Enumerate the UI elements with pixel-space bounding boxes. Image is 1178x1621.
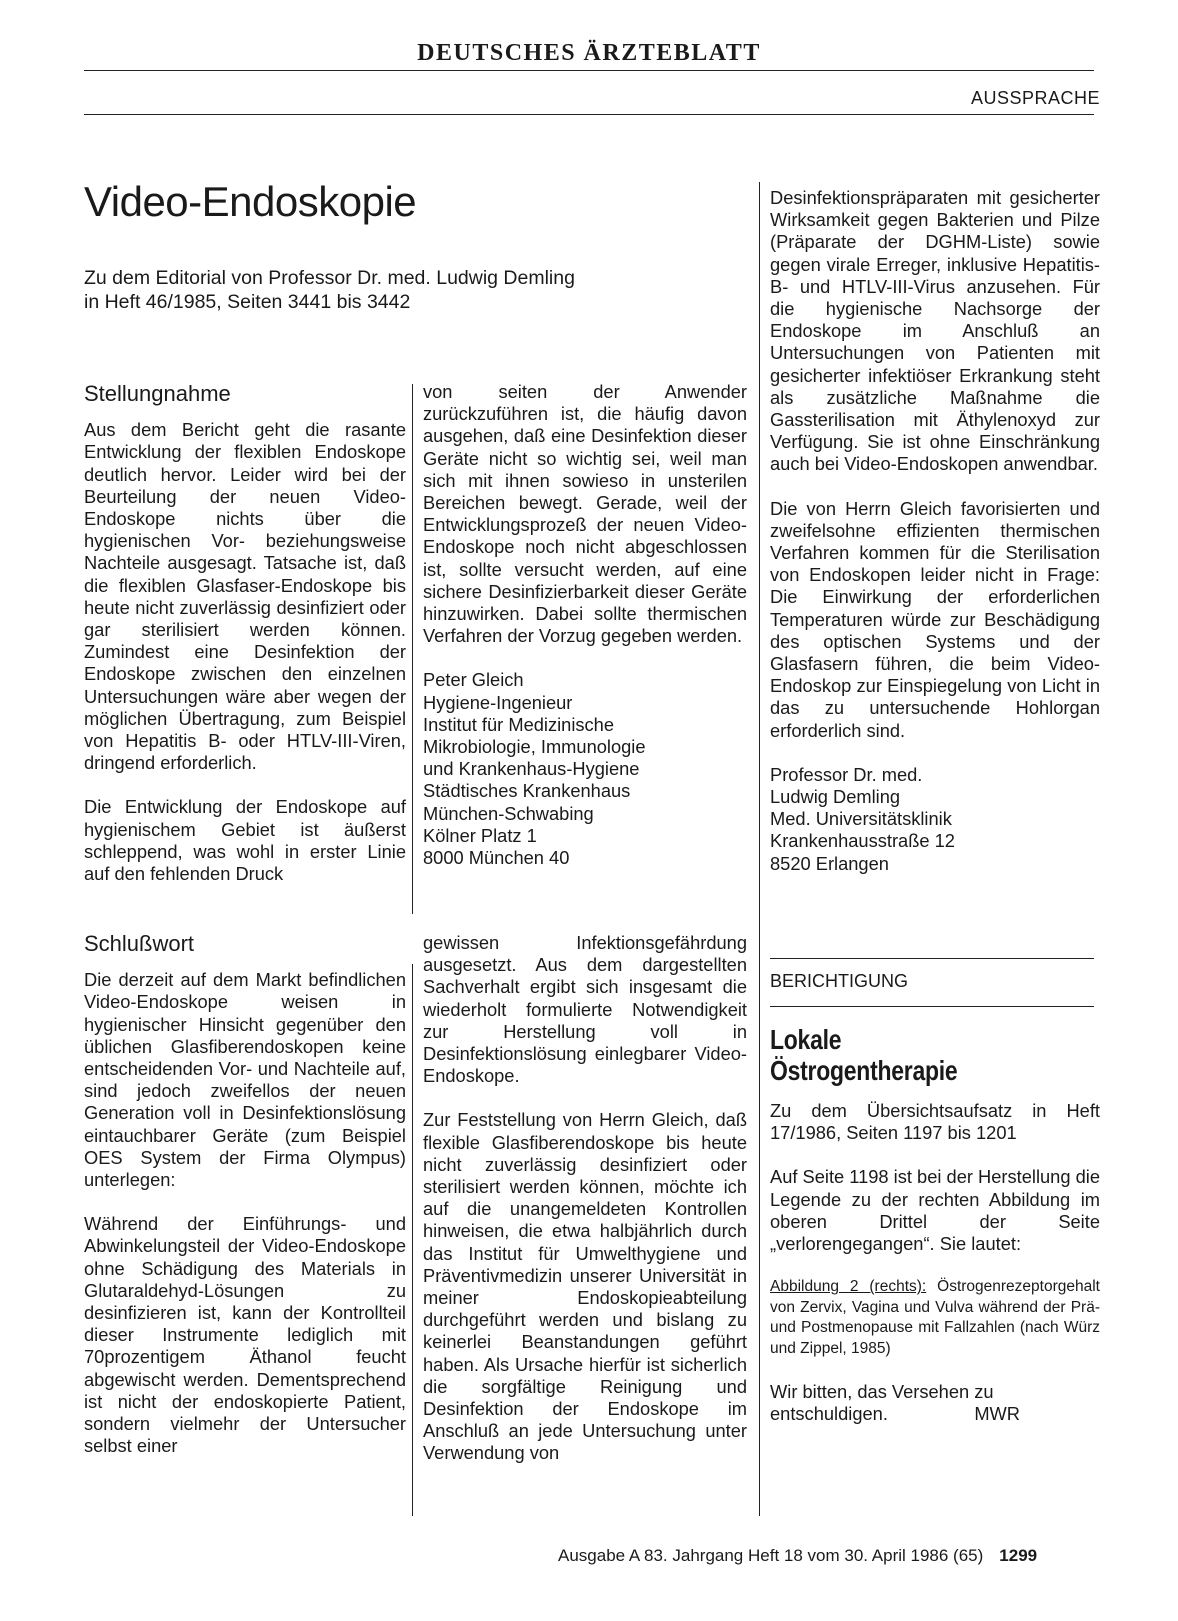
address-line: Ludwig Demling <box>770 786 901 808</box>
page-footer <box>558 1546 1037 1566</box>
address-line: Krankenhausstraße 12 <box>770 830 955 852</box>
paragraph: Auf Seite 1198 ist bei der Herstellung die Legende zu der rechten Abbildung im oberen Drittel der Seite „verlorengegangen“. Sie lautet: <box>770 1166 1100 1255</box>
closing-line: entschuldigen. <box>770 1403 888 1425</box>
address-line: Städtisches Krankenhaus <box>423 780 631 802</box>
schlusswort-heading: Schlußwort <box>84 931 195 956</box>
address-line: München-Schwabing <box>423 802 594 824</box>
paragraph: Zur Feststellung von Herrn Gleich, daß flexible Glasfiberendoskope bis heute nicht zuverlässig desinfiziert oder sterilisiert werden können, möchte ich auf die unangemeldeten Kontrollen hinweisen, die etwa halbjährlich durch das Institut für Umwelthygiene und Präventivmedizin unserer Universität in meiner Endoskopieabteilung durchgeführt werden und bislang zu keinerlei Beanstandungen geführt haben. Als Ursache hierfür ist sicherlich die sorgfältige Reinigung und Desinfektion der Endoskope im Anschluß an jede Untersuchung unter Verwendung von <box>423 1109 747 1464</box>
caption-text: Östrogenrezeptorgehalt von Zervix, Vagina und Vulva während der Prä- und Postmenopause mit Fallzahlen (nach Würz und Zippel, 1985) <box>770 1278 1100 1357</box>
address-line: Kölner Platz 1 <box>423 824 537 846</box>
address-line: Professor Dr. med. <box>770 763 923 785</box>
author-address-gleich <box>423 669 747 869</box>
address-line: und Krankenhaus-Hygiene <box>423 758 640 780</box>
berichtigung-title <box>770 1024 1041 1086</box>
paragraph: Die derzeit auf dem Markt befindlichen Video-Endoskope weisen in hygienischer Hinsicht gegenüber den üblichen Glasfiberendoskopen keine entscheidenden Vor- und Nachteile auf, sind jedoch zweifellos der neuen Generation voll in Desinfektionslösung eintauchbarer Geräte (zum Beispiel OES System der Firma Olympus) unterlegen: <box>84 969 406 1191</box>
section-label: AUSSPRACHE <box>970 88 1100 108</box>
subtitle-line: Zu dem Editorial von Professor Dr. med. Ludwig Demling <box>84 267 575 289</box>
issue-info: Ausgabe A 83. Jahrgang Heft 18 vom 30. April 1986 (65) <box>558 1546 984 1565</box>
berichtigung-label: BERICHTIGUNG <box>770 971 909 991</box>
author-address-demling <box>770 764 1100 875</box>
schlusswort-col2 <box>423 932 747 1465</box>
stellungnahme-col2 <box>423 381 747 869</box>
schlusswort-col1 <box>84 933 406 1457</box>
column-divider <box>412 384 413 914</box>
stellungnahme-col1 <box>84 383 406 885</box>
berichtigung-rule-top <box>770 958 1094 959</box>
closing-line: Wir bitten, das Versehen zu <box>770 1381 994 1403</box>
paragraph: Die von Herrn Gleich favorisierten und zweifelsohne effizienten thermischen Verfahren kommen für die Sterilisation von Endoskopen leider nicht in Frage: Die Einwirkung der erforderlichen Temperaturen würde zur Beschädigung des optischen Systems und der Glasfasern führen, die beim Video-Endoskop zur Einspiegelung von Licht in das zu untersuchende Hohlorgan erforderlich sind. <box>770 497 1100 741</box>
column-divider <box>412 964 413 1516</box>
berichtigung-subtitle: Zu dem Übersichtsaufsatz in Heft 17/1986, Seiten 1197 bis 1201 <box>770 1100 1100 1144</box>
signature: MWR <box>974 1403 1020 1425</box>
masthead-rule <box>84 70 1094 71</box>
paragraph: Die Entwicklung der Endoskope auf hygienischem Gebiet ist äußerst schleppend, was wohl in erster Linie auf den fehlenden Druck <box>84 796 406 885</box>
paragraph: Desinfektionspräparaten mit gesicherter Wirksamkeit gegen Bakterien und Pilze (Präparate der DGHM-Liste) sowie gegen virale Erreger, inklusive Hepatitis-B- und HTLV-III-Virus anzusehen. Für die hygienische Nachsorge der Endoskope im Anschluß an Untersuchungen von Patienten mit gesicherter infektiöser Erkrankung steht als zusätzliche Maßnahme die Gassterilisation mit Äthylenoxyd zur Verfügung. Sie ist ohne Einschränkung auch bei Video-Endoskopen anwendbar. <box>770 187 1100 475</box>
caption-label: Abbildung 2 (rechts): <box>770 1278 927 1296</box>
title-line: Lokale <box>770 1024 842 1055</box>
page-number: 1299 <box>999 1546 1038 1565</box>
paragraph: gewissen Infektionsgefährdung ausgesetzt. Aus dem dargestellten Sachverhalt ergibt sich insgesamt die wiederholt formulierte Notwendigkeit zur Herstellung voll in Desinfektionslösung einlegbarer Video-Endoskope. <box>423 932 747 1087</box>
address-line: 8520 Erlangen <box>770 852 889 874</box>
section-rule <box>84 114 1094 115</box>
address-line: Peter Gleich <box>423 669 524 691</box>
masthead: DEUTSCHES ÄRZTEBLATT <box>417 40 761 66</box>
address-line: Hygiene-Ingenieur <box>423 691 573 713</box>
stellungnahme-heading: Stellungnahme <box>84 381 231 406</box>
address-line: Institut für Medizinische <box>423 713 615 735</box>
address-line: Mikrobiologie, Immunologie <box>423 736 646 758</box>
address-line: Med. Universitätsklinik <box>770 808 952 830</box>
figure-caption <box>770 1277 1100 1359</box>
article-title: Video-Endoskopie <box>84 178 417 225</box>
title-line: Östrogentherapie <box>770 1055 958 1086</box>
berichtigung-body <box>770 1024 1100 1426</box>
paragraph: von seiten der Anwender zurückzuführen ist, die häufig davon ausgehen, daß eine Desinfektion dieser Geräte nicht so wichtig sei, weil man sich mit ihnen sowieso in unsterilen Bereichen bewegt. Gerade, weil der Entwicklungsprozeß der neuen Video-Endoskope noch nicht abgeschlossen ist, sollte versucht werden, auf eine sichere Desinfizierbarkeit dieser Geräte hinzuwirken. Dabei sollte thermischen Verfahren der Vorzug gegeben werden. <box>423 381 747 647</box>
closing-signature-row <box>770 1403 1100 1425</box>
berichtigung-rule-bottom <box>770 1006 1094 1007</box>
column-divider <box>759 182 760 1516</box>
schlusswort-continuation-col3 <box>770 187 1100 875</box>
paragraph: Während der Einführungs- und Abwinkelungsteil der Video-Endoskope ohne Schädigung des Materials in Glutaraldehyd-Lösungen zu desinfizieren ist, kann der Kontrollteil dieser Instrumente lediglich mit 70prozentigem Äthanol feucht abgewischt werden. Dementsprechend ist nicht der endoskopierte Patient, sondern vielmehr der Untersucher selbst einer <box>84 1213 406 1457</box>
subtitle-line: in Heft 46/1985, Seiten 3441 bis 3442 <box>84 291 411 313</box>
article-subtitle <box>84 266 704 314</box>
address-line: 8000 München 40 <box>423 847 570 869</box>
paragraph: Aus dem Bericht geht die rasante Entwicklung der flexiblen Endoskope deutlich hervor. Leider wird bei der Beurteilung der neuen Video-Endoskope nichts über die hygienischen Vor- beziehungsweise Nachteile ausgesagt. Tatsache ist, daß die flexiblen Glasfaser-Endoskope bis heute nicht zuverlässig desinfiziert oder gar sterilisiert werden können. Zumindest eine Desinfektion der Endoskope zwischen den einzelnen Untersuchungen wäre aber wegen der möglichen Übertragung, zum Beispiel von Hepatitis B- oder HTLV-III-Viren, dringend erforderlich. <box>84 419 406 774</box>
